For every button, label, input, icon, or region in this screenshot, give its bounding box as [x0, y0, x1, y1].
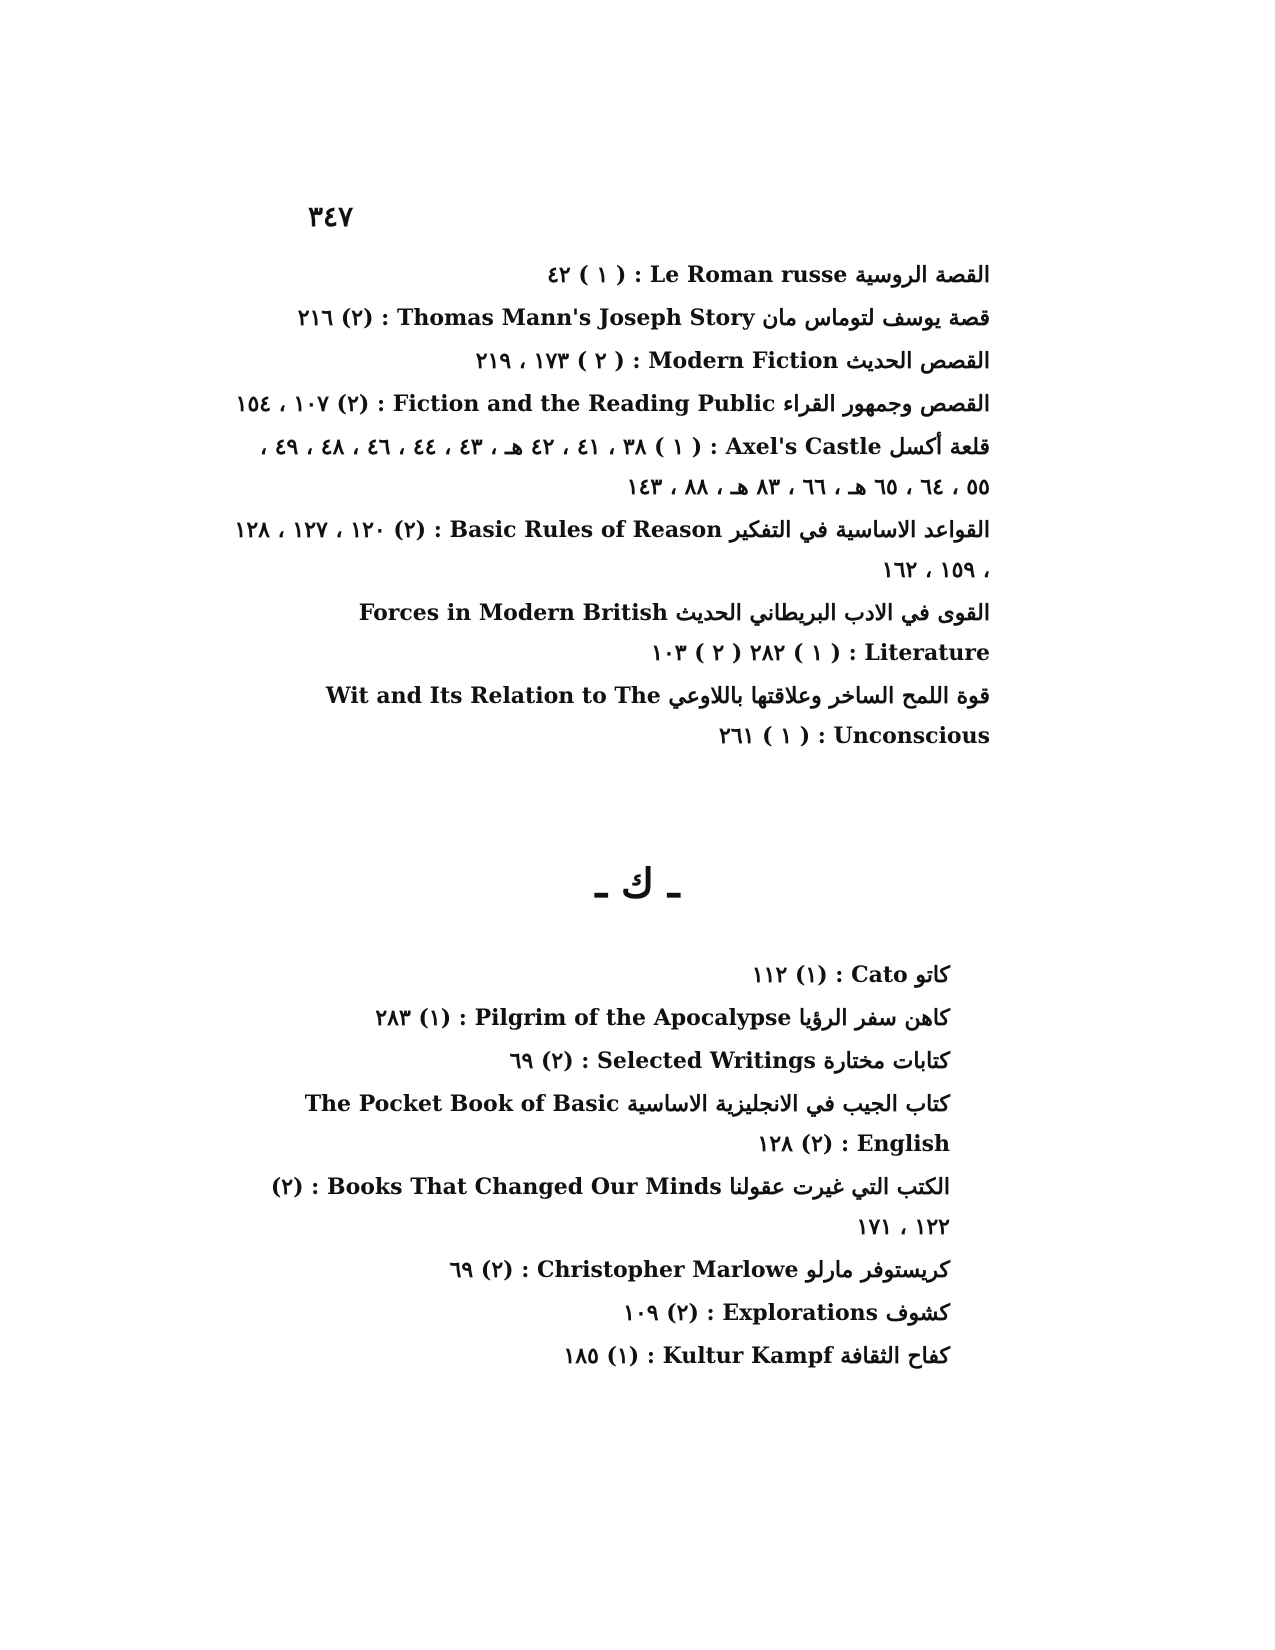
- index-entry: الكتب التي غيرت عقولنا Books That Changed Our Minds : (٢) ١٢٢ ، ١٧١: [270, 1174, 950, 1240]
- index-entry: كريستوفر مارلو Christopher Marlowe : (٢) ٦٩: [449, 1257, 950, 1283]
- index-entry: القصص الحديث Modern Fiction : ( ٢ ) ١٧٣ ، ٢١٩: [475, 348, 990, 374]
- index-entry: القواعد الاساسية في التفكير Basic Rules of Reason : (٢) ١٢٠ ، ١٢٧ ، ١٢٨ ، ١٥٩ ، ١٦٢: [234, 517, 990, 583]
- index-entry: كاهن سفر الرؤيا Pilgrim of the Apocalypse : (١) ٢٨٣: [375, 1005, 950, 1031]
- index-entry: كتابات مختارة Selected Writings : (٢) ٦٩: [509, 1048, 950, 1074]
- index-entry: القصة الروسية Le Roman russe : ( ١ ) ٤٢: [547, 262, 990, 288]
- index-entry: كتاب الجيب في الانجليزية الاساسية The Pocket Book of Basic English : (٢) ١٢٨: [304, 1091, 950, 1157]
- index-entry: كفاح الثقافة Kultur Kampf : (١) ١٨٥: [563, 1343, 950, 1369]
- index-entry: القصص وجمهور القراء Fiction and the Reading Public : (٢) ١٠٧ ، ١٥٤: [235, 391, 990, 417]
- index-entry: كشوف Explorations : (٢) ١٠٩: [623, 1300, 950, 1326]
- index-entry: كاتو Cato : (١) ١١٢: [751, 962, 950, 988]
- index-entry: قلعة أكسل Axel's Castle : ( ١ ) ٣٨ ، ٤١ ، ٤٢ هـ ، ٤٣ ، ٤٤ ، ٤٦ ، ٤٨ ، ٤٩ ، ٥٥ ، ٦٤ ، ٦٥ هـ ، ٦٦ ، ٨٣ هـ ، ٨٨ ، ١٤٣: [259, 434, 990, 500]
- index-entry: قوة اللمح الساخر وعلاقتها باللاوعي Wit and Its Relation to The Unconscious : ( ١ ) ٢٦١: [325, 683, 990, 749]
- index-entry: القوى في الادب البريطاني الحديث Forces in Modern British Literature : ( ١ ) ٢٨٢ ( ٢ ) ١٠٣: [358, 600, 990, 666]
- letter-heading: ـ ك ـ: [595, 860, 680, 907]
- index-entry: قصة يوسف لتوماس مان Thomas Mann's Joseph Story : (٢) ٢١٦: [297, 305, 990, 331]
- index-section-kaf: [230, 955, 950, 1379]
- page-number: ٣٤٧: [308, 200, 354, 233]
- index-section-qaf: [230, 255, 990, 759]
